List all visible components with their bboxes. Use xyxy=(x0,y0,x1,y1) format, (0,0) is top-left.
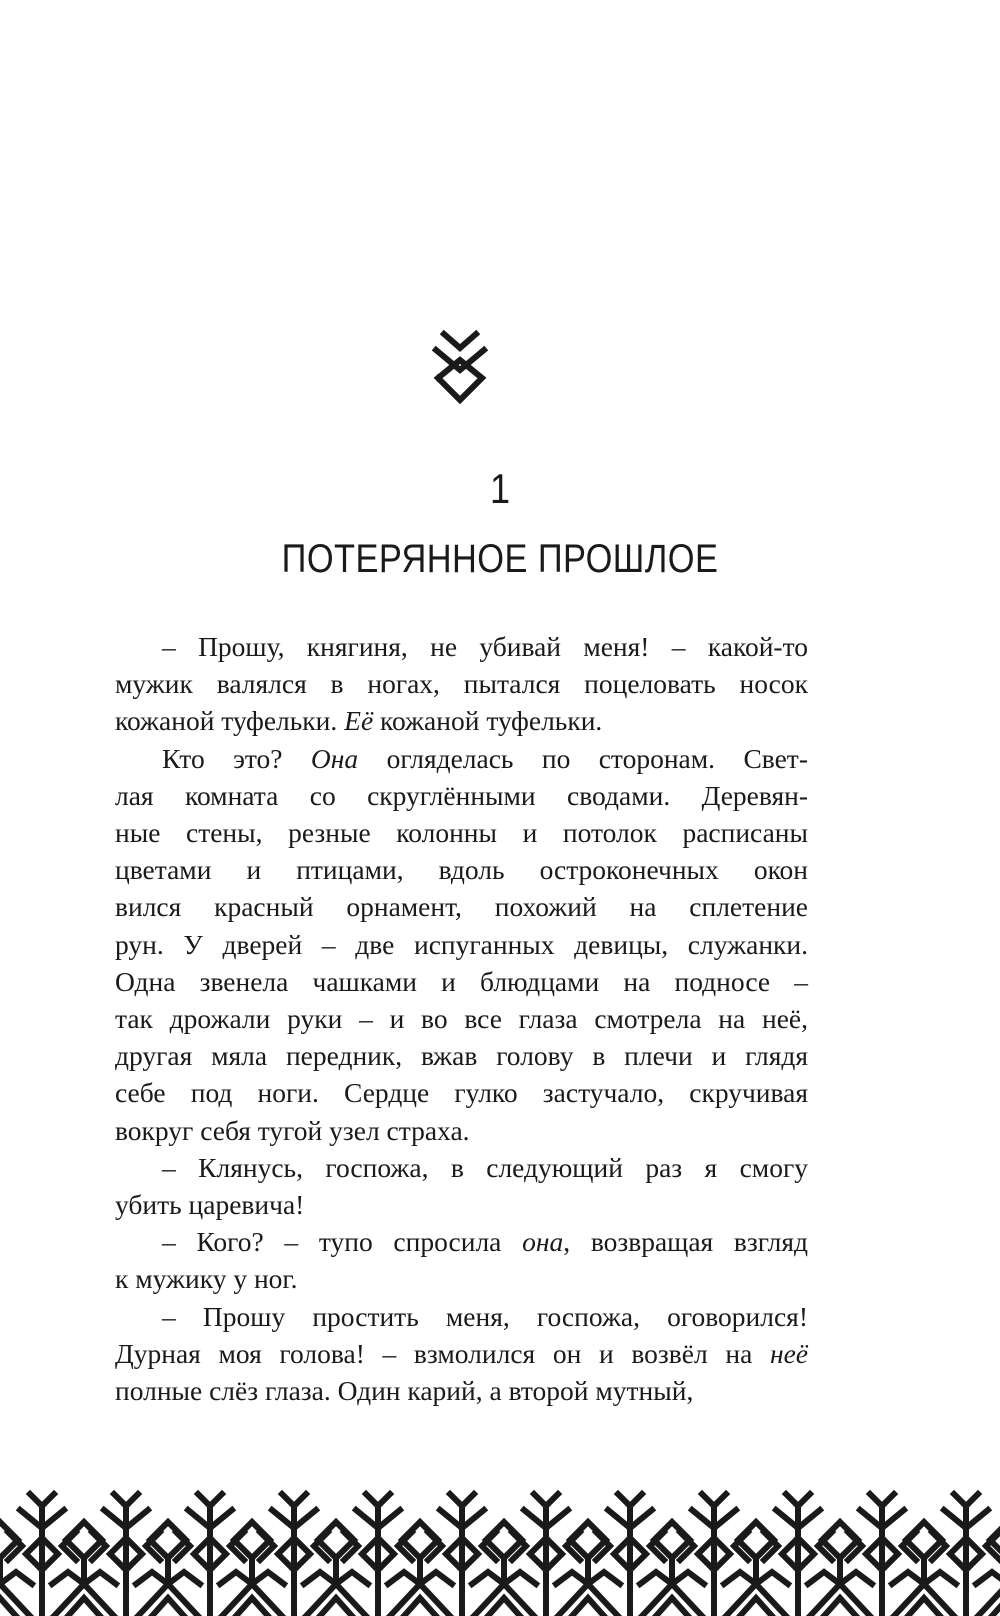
text-line: кожаной туфельки. Её кожаной туфельки. xyxy=(115,705,603,737)
text-line: рун. У дверей – две испуганных девицы, служанки. xyxy=(115,928,808,960)
text-line: вокруг себя тугой узел страха. xyxy=(115,1114,470,1146)
text-line: другая мяла передник, вжав голову в плечи и глядя xyxy=(115,1040,808,1072)
text-line: Одна звенела чашками и блюдцами на подносе – xyxy=(115,965,808,997)
text-line: к мужику у ног. xyxy=(115,1263,298,1295)
text-line: Дурная моя голова! – взмолился он и возвёл на неё xyxy=(115,1337,808,1369)
text-line: – Прошу, княгиня, не убивай меня! – какой-то xyxy=(162,631,808,662)
text-line: полные слёз глаза. Один карий, а второй мутный, xyxy=(115,1375,694,1407)
text-line: так дрожали руки – и во все глаза смотрела на неё, xyxy=(115,1003,808,1035)
paragraph xyxy=(115,1298,808,1410)
text-line: Кто это? Она огляделась по сторонам. Свет- xyxy=(162,742,808,774)
chapter-number: 1 xyxy=(489,465,511,512)
text-line: – Кого? – тупо спросила она, возвращая взгляд xyxy=(162,1226,808,1258)
text-line: мужик валялся в ногах, пытался поцеловать носок xyxy=(115,668,808,700)
chapter-ornament-icon xyxy=(430,330,490,406)
text-line: цветами и птицами, вдоль остроконечных окон xyxy=(115,854,808,886)
text-line: ные стены, резные колонны и потолок расписаны xyxy=(115,817,808,849)
paragraph xyxy=(115,1149,808,1223)
paragraph xyxy=(115,628,808,740)
bottom-ornament-border-icon xyxy=(0,1488,1000,1616)
chapter-text xyxy=(115,628,808,1409)
text-line: – Клянусь, госпожа, в следующий раз я смогу xyxy=(162,1151,808,1183)
paragraph xyxy=(115,740,808,1149)
text-line: лая комната со скруглёнными сводами. Деревян- xyxy=(115,779,808,811)
chapter-title: ПОТЕРЯННОЕ ПРОШЛОЕ xyxy=(281,537,719,581)
paragraph xyxy=(115,1223,808,1297)
text-line: вился красный орнамент, похожий на сплетение xyxy=(115,891,808,923)
text-line: – Прошу простить меня, госпожа, оговорился! xyxy=(162,1300,808,1332)
text-line: убить царевича! xyxy=(115,1189,305,1221)
text-line: себе под ноги. Сердце гулко застучало, скручивая xyxy=(115,1077,808,1109)
